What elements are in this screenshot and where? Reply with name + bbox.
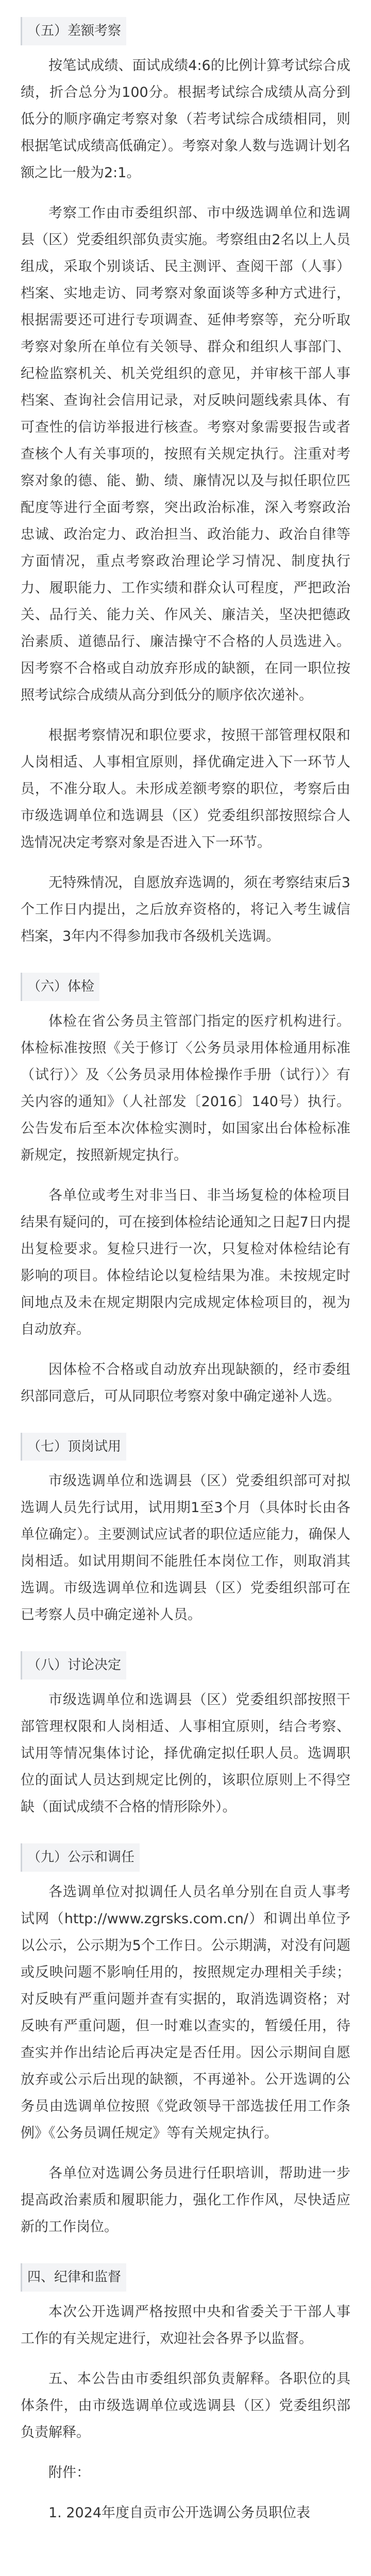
section-differential-inspection <box>21 8 350 950</box>
section-discipline <box>21 2254 350 2446</box>
section-physical-exam <box>21 963 350 1410</box>
paragraph: 五、本公告由市委组织部负责解释。各职位的具体条件，由市级选调单位或选调县（区）党委组织部负责解释。 <box>21 2370 350 2441</box>
paragraph: 市级选调单位和选调县（区）党委组织部按照干部管理权限和人岗相适、人事相宜原则，结合考察、试用等情况集体讨论，择优确定拟任职人员。选调职位的面试人员达到规定比例的，该职位原则上不得空缺（面试成绩不合格的情形除外）。 <box>21 1692 350 1816</box>
paragraph: 根据考察情况和职位要求，按照干部管理权限和人岗相适、人事相宜原则，择优确定进入下一环节人员，不准分取人。未形成差额考察的职位，考察后由市级选调单位和选调县（区）党委组织部按照综合人选情况决定考察对象是否进入下一环节。 <box>21 727 350 851</box>
paragraph: 市级选调单位和选调县（区）党委组织部可对拟选调人员先行试用，试用期1至3个月（具体时长由各单位确定）。主要测试应试者的职位适应能力，确保人岗相适。如试用期间不能胜任本岗位工作，则取消其选调。市级选调单位和选调县（区）党委组织部可在已考察人员中确定递补人员。 <box>21 1473 350 1623</box>
attachment-link[interactable]: 1. 2024年度自贡市公开选调公务员职位表 <box>48 2504 311 2521</box>
section-decision <box>21 1642 350 1821</box>
section-heading: （八）讨论决定 <box>21 1651 126 1680</box>
paragraph: 各单位对选调公务员进行任职培训，帮助进一步提高政治素质和履职能力，强化工作作风，尽快适应新的工作岗位。 <box>21 2165 350 2235</box>
paragraph: 因体检不合格或自动放弃出现缺额的，经市委组织部同意后，可从同职位考察对象中确定递补人选。 <box>21 1361 350 1404</box>
paragraph: 体检在省公务员主管部门指定的医疗机构进行。体检标准按照《关于修订〈公务员录用体检通用标准（试行）〉及〈公务员录用体检操作手册（试行）〉有关内容的通知》（人社部发〔2016〕140号）执行。公告发布后至本次体检实测时，如国家出台体检标准新规定，按照新规定执行。 <box>21 1013 350 1163</box>
section-heading: （九）公示和调任 <box>21 1843 140 1872</box>
paragraph: 无特殊情况，自愿放弃选调的，须在考察结束后3个工作日内提出，之后放弃资格的，将记入考生诚信档案，3年内不得参加我市各级机关选调。 <box>21 874 350 944</box>
paragraph: 各选调单位对拟调任人员名单分别在自贡人事考试网（http://www.zgrsks.com.cn/）和调出单位予以公示，公示期为5个工作日。公示期满，对没有问题或反映问题不影响任用的，按照规定办理相关手续；对反映有严重问题并查有实据的，取消选调资格；对反映有严重问题，但一时难以查实的，暂缓任用，待查实并作出结论后再决定是否任用。因公示期间自愿放弃或公示后出现的缺额，不再递补。公开选调的公务员由选调单位按照《党政领导干部选拔任用工作条例》《公务员调任规定》等有关规定执行。 <box>21 1884 350 2141</box>
section-attachments <box>21 2460 350 2527</box>
attachments-label: 附件： <box>48 2464 90 2481</box>
paragraph: 本次公开选调严格按照中央和省委关于干部人事工作的有关规定进行，欢迎社会各界予以监督。 <box>21 2303 350 2347</box>
section-heading: （五）差额考察 <box>21 17 126 45</box>
section-trial-period <box>21 1423 350 1629</box>
paragraph: 考察工作由市委组织部、市中级选调单位和选调县（区）党委组织部负责实施。考察组由2名以上人员组成，采取个别谈话、民主测评、查阅干部（人事）档案、实地走访、同考察对象面谈等多种方式进行，根据需要还可进行专项调查、延伸考察等，充分听取考察对象所在单位有关领导、群众和组织人事部门、纪检监察机关、机关党组织的意见，并审核干部人事档案、查询社会信用记录，对反映问题线索具体、有可查性的信访举报进行核查。考察对象需要报告或者查核个人有关事项的，按照有关规定执行。注重对考察对象的德、能、勤、绩、廉情况以及与拟任职位匹配度等进行全面考察，突出政治标准，深入考察政治忠诚、政治定力、政治担当、政治能力、政治自律等方面情况，重点考察政治理论学习情况、制度执行力、履职能力、工作实绩和群众认可程度，严把政治关、品行关、能力关、作风关、廉洁关，坚决把德政治素质、道德品行、廉洁操守不合格的人员选进入。因考察不合格或自动放弃形成的缺额，在同一职位按照考试综合成绩从高分到低分的顺序依次递补。 <box>21 205 350 703</box>
section-heading: （七）顶岗试用 <box>21 1433 126 1461</box>
section-heading: （六）体检 <box>21 973 99 1001</box>
section-heading: 四、纪律和监督 <box>21 2263 126 2292</box>
paragraph: 各单位或考生对非当日、非当场复检的体检项目结果有疑问的，可在接到体检结论通知之日起7日内提出复检要求。复检只进行一次，只复检对体检结论有影响的项目。体检结论以复检结果为准。未按规定时间地点及未在规定期限内完成规定体检项目的，视为自动放弃。 <box>21 1187 350 1337</box>
section-publicity <box>21 1834 350 2241</box>
paragraph: 按笔试成绩、面试成绩4:6的比例计算考试综合成绩，折合总分为100分。根据考试综合成绩从高分到低分的顺序确定考察对象（若考试综合成绩相同，则根据笔试成绩高低确定）。考察对象人数与选调计划名额之比一般为2:1。 <box>21 57 350 181</box>
